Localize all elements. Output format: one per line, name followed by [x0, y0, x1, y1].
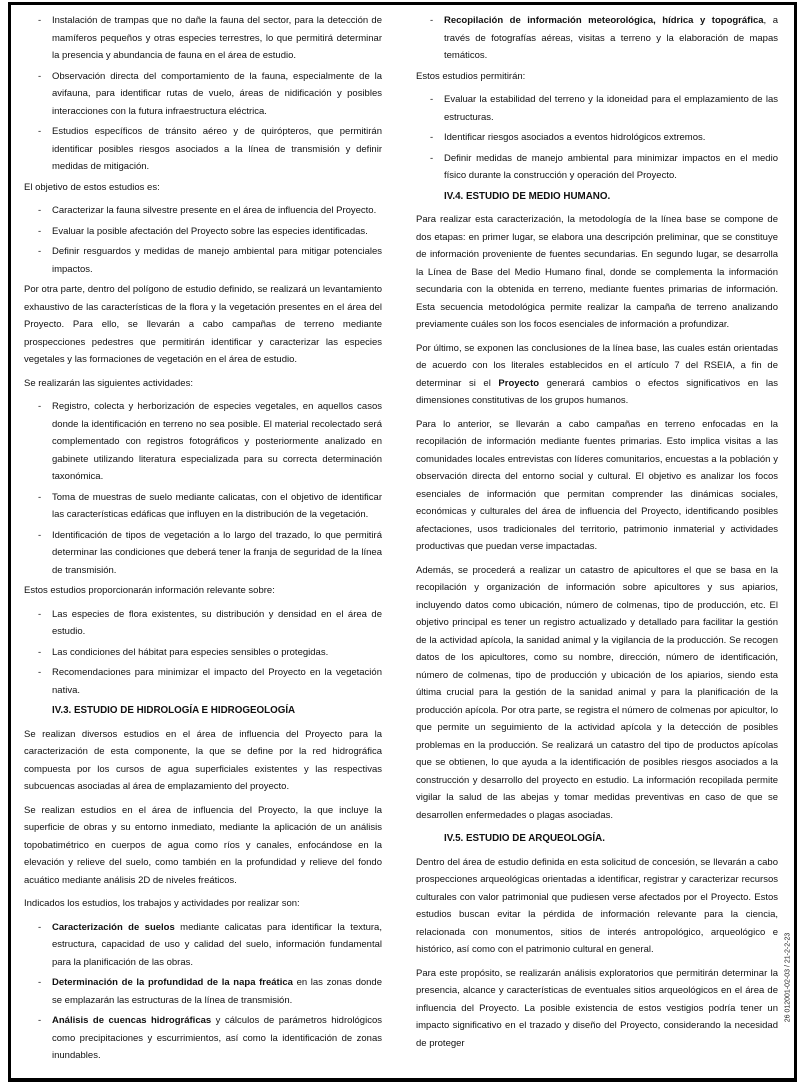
- text-run: Para este propósito, se realizarán análisis exploratorios que permitirán determinar la presencia, alcance y características de eventuales sitios arqueológicos en el área de influencia del Proyecto. La posible existencia de estos vestigios podría tener un impacto significativo en el trazado y diseño del Proyecto, considerando la necesidad de proteger: [416, 967, 778, 1049]
- bullet-text: [444, 150, 778, 185]
- bullet-list: [24, 12, 382, 176]
- bullet-text: [52, 202, 382, 220]
- paragraph: [24, 895, 382, 913]
- bullet-text: [52, 398, 382, 486]
- bullet-dash: -: [430, 152, 434, 164]
- paragraph: [416, 211, 778, 334]
- paragraph: [24, 726, 382, 796]
- text-run: Identificar riesgos asociados a eventos hidrológicos extremos.: [444, 132, 706, 143]
- text-run: Registro, colecta y herborización de especies vegetales, en aquellos casos donde la identificación en terreno no sea posible. El material recolectado será complementado con registros fotográficos y posteriormente analizado en gabinete utilizando literatura especializada para su correcta determinación taxonómica.: [52, 401, 382, 482]
- bullet-text: [444, 91, 778, 126]
- text-run: Identificación de tipos de vegetación a lo largo del trazado, lo que permitirá determinar las condiciones que deberá tener la franja de seguridad de la línea de transmisión.: [52, 529, 382, 576]
- text-run: Además, se procederá a realizar un catastro de apicultores el que se basa en la recopilación y organización de información sobre apicultores y sus apiarios, incluyendo datos como ubicación, número de colmenas, tipo de producción, etc. El objetivo principal es tener un registro actualizado y detallado para facilitar la gestión de la actividad apícola, la sanidad animal y la vigilancia de la producción. Se recogen datos de los apicultores, como su nombre, dirección, número de identificación, número de colmenas, tipo de producción y ubicación de los apiarios, siendo esta última crucial para la gestión de la sanidad animal y para la planificación de la producción apícola. Por otra parte, se registra el número de colmenas por apicultor, lo que permite un seguimiento de la actividad apícola y la detección de posibles problemas en la producción. Se realizará un catastro del tipo de productos apícolas que se obtienen, lo que ayuda a la identificación de posibles riesgos asociados a la construcción y desarrollo del proyecto en estudio. La información recopilada permite vigilar la salud de las abejas y tomar medidas preventivas en caso de que se desarrollen enfermedades o plagas asociadas.: [416, 564, 778, 821]
- bullet-dash: -: [38, 70, 42, 82]
- bullet-text: [52, 489, 382, 524]
- text-run: Definir resguardos y medidas de manejo ambiental para mitigar potenciales impactos.: [52, 246, 382, 275]
- bullet-item: [24, 489, 382, 524]
- section-heading: IV.3. ESTUDIO DE HIDROLOGÍA E HIDROGEOLOGÍA: [52, 705, 296, 716]
- column-left: [24, 12, 382, 1068]
- text-run: Dentro del área de estudio definida en esta solicitud de concesión, se llevarán a cabo prospecciones arqueológicas orientadas a identificar, registrar y caracterizar recursos culturales con valor patrimonial que pudiesen verse afectados por el Proyecto. Estos estudios buscan evitar la pérdida de información relevante para la ciencia, relacionada con monumentos, sitios de interés antropológico, arqueológico e histórico, así como con el patrimonio cultural en general.: [416, 856, 778, 955]
- bullet-item: [24, 123, 382, 176]
- text-run: Para lo anterior, se llevarán a cabo campañas en terreno enfocadas en la recopilación de información mediante fuentes primarias. Esto implica visitas a las comunidades locales entrevistas con líderes comunitarios, encuestas a la población y observación directa del entorno social y cultural. El objetivo es analizar los focos esenciales de información que permitan comprender las dinámicas sociales, económicas y culturales del área de influencia del Proyecto, identificando posibles afectaciones, usos tradicionales del territorio, patrimonio inmaterial y actividades productivas que puedan verse impactadas.: [416, 418, 778, 552]
- bullet-text: [52, 606, 382, 641]
- bullet-dash: -: [38, 529, 42, 541]
- bullet-item: [24, 398, 382, 486]
- bullet-list: [24, 606, 382, 700]
- bullet-item: [416, 12, 778, 65]
- bullet-list: [24, 202, 382, 278]
- text-run: Observación directa del comportamiento de la fauna, especialmente de la avifauna, para identificar rutas de vuelo, áreas de nidificación y posibles interacciones con la futura infraestructura eléctrica.: [52, 70, 382, 117]
- bullet-dash: -: [38, 646, 42, 658]
- bullet-dash: -: [38, 977, 42, 988]
- text-run: Evaluar la posible afectación del Proyecto sobre las especies identificadas.: [52, 225, 368, 237]
- bullet-dash: -: [38, 921, 42, 933]
- bullet-item: [416, 91, 778, 126]
- paragraph: [416, 854, 778, 959]
- paragraph: [24, 281, 382, 369]
- text-run: Se realizan diversos estudios en el área de influencia del Proyecto para la caracterización de esta componente, la que se define por la red hidrográfica compuesta por los cursos de agua superficiales existentes y las respectivas subcuencas asociadas al área de emplazamiento del proyecto.: [24, 728, 382, 792]
- bullet-item: [24, 664, 382, 699]
- paragraph: [24, 582, 382, 600]
- bullet-dash: -: [38, 608, 42, 620]
- bullet-list: [24, 919, 382, 1065]
- paragraph: [24, 802, 382, 890]
- text-run: Estos estudios proporcionarán información relevante sobre:: [24, 585, 275, 596]
- section-heading: IV.5. ESTUDIO DE ARQUEOLOGÍA.: [444, 833, 605, 844]
- paragraph: [416, 340, 778, 410]
- bullet-list: [416, 91, 778, 185]
- paragraph: [24, 179, 382, 197]
- bullet-dash: -: [38, 491, 42, 503]
- bullet-text: [52, 644, 382, 662]
- bullet-dash: -: [38, 246, 42, 257]
- paragraph: [416, 965, 778, 1053]
- bullet-item: [24, 12, 382, 65]
- bullet-item: [24, 974, 382, 1009]
- bullet-item: [24, 644, 382, 662]
- text-run: generará cambios o efectos significativos en las dimensiones constitutivas de los grupos humanos.: [416, 377, 778, 406]
- bullet-list: [416, 12, 778, 65]
- bullet-dash: -: [38, 126, 42, 137]
- bullet-item: [24, 606, 382, 641]
- bullet-dash: -: [38, 401, 42, 412]
- bullet-dash: -: [38, 1015, 42, 1026]
- bullet-dash: -: [430, 15, 434, 26]
- text-run: Se realizarán las siguientes actividades:: [24, 377, 193, 389]
- bullet-dash: -: [430, 94, 434, 105]
- paragraph: [24, 375, 382, 393]
- bullet-text: [52, 123, 382, 176]
- paragraph: [416, 68, 778, 86]
- text-run: El objetivo de estos estudios es:: [24, 181, 160, 193]
- text-run: Por otra parte, dentro del polígono de estudio definido, se realizará un levantamiento exhaustivo de las características de la flora y la vegetación presentes en el área del Proyecto. Para ello, se llevarán a cabo campañas de terreno mediante prospecciones pedestres que permitirán identificar y caracterizar las especies vegetales y las formaciones de vegetación en el área de estudio.: [24, 284, 382, 365]
- bullet-list: [24, 398, 382, 579]
- text-run: Las especies de flora existentes, su distribución y densidad en el área de estudio.: [52, 608, 382, 637]
- paragraph: [416, 416, 778, 556]
- bullet-text: [52, 12, 382, 65]
- bold-text-run: Análisis de cuencas hidrográficas: [52, 1015, 212, 1026]
- bullet-text: [52, 919, 382, 972]
- text-run: Estudios específicos de tránsito aéreo y de quirópteros, que permitirán identificar posibles riesgos asociados a la línea de transmisión y definir medidas de mitigación.: [52, 126, 382, 172]
- bold-text-run: Proyecto: [498, 377, 540, 389]
- bullet-item: [24, 1012, 382, 1065]
- bullet-dash: -: [38, 667, 42, 678]
- text-run: Instalación de trampas que no dañe la fauna del sector, para la detección de mamíferos pequeños y otras especies terrestres, lo que permitirá determinar la presencia y abundancia de fauna en el área de estudio.: [52, 15, 382, 61]
- bold-text-run: Determinación de la profundidad de la napa freática: [52, 977, 293, 988]
- document-side-code: 26 012001-02-03 / 21-2-2-23: [784, 932, 792, 1023]
- bold-text-run: Recopilación de información meteorológica, hídrica y topográfica: [444, 15, 764, 26]
- text-run: Se realizan estudios en el área de influencia del Proyecto, la que incluye la superficie de obras y su entorno inmediato, mediante la aplicación de un análisis topobatimétrico en cuerpos de agua como ríos y canales, enfocándose en la elevación y relieve del suelo, como también en la profundidad y relieve del fondo acuático mediante análisis 2D de niveles freáticos.: [24, 804, 382, 886]
- bullet-dash: -: [38, 15, 42, 26]
- bullet-item: [416, 150, 778, 185]
- section-heading: IV.4. ESTUDIO DE MEDIO HUMANO.: [444, 190, 611, 202]
- bullet-item: [24, 527, 382, 580]
- text-run: Las condiciones del hábitat para especies sensibles o protegidas.: [52, 646, 329, 658]
- text-run: , a través de fotografías aéreas, visitas a terreno y la elaboración de mapas temáticos.: [444, 15, 778, 61]
- text-run: y cálculos de parámetros hidrológicos como precipitaciones y escurrimientos, así como la identificación de zonas inundables.: [52, 1015, 382, 1061]
- bullet-text: [52, 974, 382, 1009]
- bullet-item: [24, 919, 382, 972]
- text-run: Definir medidas de manejo ambiental para minimizar impactos en el medio físico durante la construcción y operación del Proyecto.: [444, 152, 778, 181]
- bullet-dash: -: [430, 132, 434, 143]
- bullet-item: [24, 202, 382, 220]
- bullet-text: [52, 68, 382, 121]
- text-run: en las zonas donde se emplazarán las estructuras de la línea de transmisión.: [52, 977, 382, 1006]
- text-run: Para realizar esta caracterización, la metodología de la línea base se compone de dos etapas: en primer lugar, se elabora una descripción preliminar, que se constituye de información proveniente de fuentes secundarias. En segundo lugar, se desarrolla la Línea de Base del Medio Humano final, donde se complementa la información secundaria con la obtenida en terreno, mediante fuentes primarias de información. Esta secuencia metodológica permite realizar la campaña de terreno analizando previamente cuáles son los focos esenciales de información a profundizar.: [416, 214, 778, 330]
- text-run: Toma de muestras de suelo mediante calicatas, con el objetivo de identificar las características edáficas que influyen en la distribución de la vegetación.: [52, 491, 382, 520]
- text-run: Indicados los estudios, los trabajos y actividades por realizar son:: [24, 898, 300, 909]
- bullet-text: [52, 527, 382, 580]
- text-run: Evaluar la estabilidad del terreno y la idoneidad para el emplazamiento de las estructuras.: [444, 94, 778, 123]
- text-run: Estos estudios permitirán:: [416, 70, 526, 82]
- text-run: Recomendaciones para minimizar el impacto del Proyecto en la vegetación nativa.: [52, 667, 382, 696]
- paragraph: [416, 562, 778, 825]
- text-run: Caracterizar la fauna silvestre presente en el área de influencia del Proyecto.: [52, 205, 377, 216]
- bullet-text: [444, 129, 778, 147]
- column-right: [416, 12, 778, 1058]
- bullet-item: [24, 68, 382, 121]
- bullet-item: [416, 129, 778, 147]
- bullet-dash: -: [38, 205, 42, 216]
- bullet-text: [52, 1012, 382, 1065]
- text-run: mediante calicatas para identificar la textura, estructura, capacidad de uso y calidad del suelo, información fundamental para la planificación de las obras.: [52, 921, 382, 968]
- bold-text-run: Caracterización de suelos: [52, 921, 175, 933]
- text-run: Por último, se exponen las conclusiones de la línea base, las cuales están orientadas de acuerdo con los literales establecidos en el artículo 7 del RSEIA, a fin de determinar si el: [416, 342, 778, 389]
- bullet-text: [52, 243, 382, 278]
- bullet-text: [444, 12, 778, 65]
- bullet-item: [24, 223, 382, 241]
- bullet-item: [24, 243, 382, 278]
- bullet-text: [52, 223, 382, 241]
- bullet-text: [52, 664, 382, 699]
- bullet-dash: -: [38, 225, 42, 237]
